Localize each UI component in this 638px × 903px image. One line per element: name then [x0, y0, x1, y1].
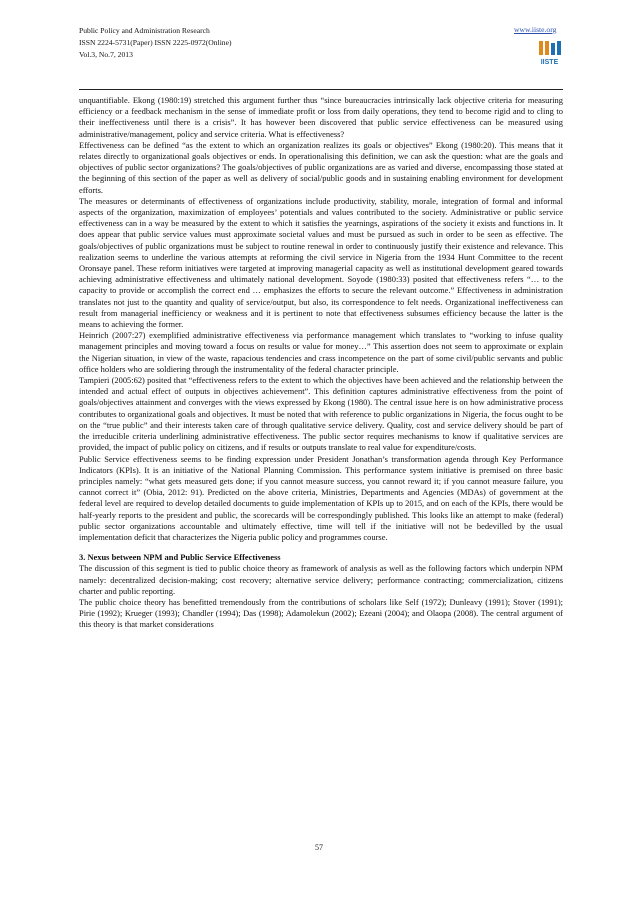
- article-body: [79, 95, 563, 631]
- journal-title: Public Policy and Administration Research: [79, 26, 210, 35]
- paragraph: Effectiveness can be defined “as the extent to which an organization realizes its goals or objectives” Ekong (1980:20). This means that it relates directly to organizational goals objectives or ends. In operationalising this definition, we can ask the question: what are the goals and objectives of public sector organizations? The goals/objectives of public organizations are as varied and diverse, encompassing those stated at the beginning of this section of the paper as well as delivery of social/public goods and in sustaining enabling environment for development efforts.: [79, 139, 563, 195]
- paragraph: Tampieri (2005:62) posited that “effectiveness refers to the extent to which the objectives have been achieved and the relationship between the intended and actual effect of outputs in objectives achievement”. This definition captures administrative effectiveness from the point of goals/objectives attainment and converges with the views expressed by Ekong (1980). The central issue here is on how administrative process contributes to organizational goals and objectives. It must be noted that with reference to public organizations in Nigeria, the focus ought to be on the “true public” and their interests taken care of through qualitative service delivery. Quality, cost and service delivery should be part of the irreducible criteria underlining administrative effectiveness. The public sector requires mechanisms to know if qualitative services are provided, the impact of public policy on citizens, and if results or outputs translate to real value for expenditure/costs.: [79, 375, 563, 453]
- journal-url-link[interactable]: www.iiste.org: [514, 25, 557, 34]
- svg-text:IISTE: IISTE: [540, 59, 559, 66]
- journal-volume: Vol.3, No.7, 2013: [79, 50, 133, 59]
- page-number: 57: [315, 843, 323, 852]
- journal-info: [79, 25, 232, 61]
- paragraph: The discussion of this segment is tied to public choice theory as framework of analysis as well as the following factors which underpin NPM namely: decentralized decision-making; cost recovery; alternative service delivery; performance contracting; commercialization, citizens charter and public reporting.: [79, 563, 563, 596]
- journal-issn: ISSN 2224-5731(Paper) ISSN 2225-0972(Online): [79, 38, 232, 47]
- header-rule: [79, 89, 563, 90]
- iiste-logo: [536, 40, 563, 67]
- paragraph: Heinrich (2007:27) exemplified administrative effectiveness via performance management which translates to “working to infuse quality management principles and moving toward a focus on results or value for money…” This assertion does not seem to approximate or explain the Nigerian situation, in view of the waste, rapacious tendencies and crass incompetence on the part of some civil/public servants and public office holders who are soldiering through the instrumentality of the federal character principle.: [79, 330, 563, 374]
- section-heading: 3. Nexus between NPM and Public Service Effectiveness: [79, 552, 281, 563]
- paragraph: Public Service effectiveness seems to be finding expression under President Jonathan’s transformation agenda through Key Performance Indicators (KPIs). It is an initiative of the National Planning Commission. This performance system initiative is premised on three basic principles namely: “what gets measured gets done; if you cannot measure success, you cannot reward it; if you cannot measure failure, you cannot correct it” (Obia, 2012: 91). Predicted on the above criteria, Ministries, Departments and Agencies (MDAs) of government at the federal level are required to develop detailed documents to guide implementation of KPIs up to 2015, and on each of the KPIs, there would be half-yearly reports to the president and public, the scorecards will be correspondingly published. This looks like an attempt to make (federal) public sector organizations accountable and ultimately effective, time will tell if the initiative will not be bedevilled by the usual implementation deficit that characterizes the Nigeria public policy and programmes course.: [79, 453, 563, 542]
- paragraph: The measures or determinants of effectiveness of organizations include productivity, stability, morale, integration of formal and informal aspects of the organization, maximization of employees’ potentials and values contributed to the society. Administrative or public service effectiveness can in a way be measured by the extent to which it satisfies the yearnings, aspirations of the society it exists and functions in. It does appear that public service values must approximate societal values and must be pursued as such in order to be seen as effective. The goals/objectives of public organizations must be subject to routine renewal in order to continuously justify their existence and relevance. This realization seems to underline the various attempts at reforming the civil service in Nigeria from the 1934 Hunt Committee to the recent Oronsaye panel. These reform initiatives were targeted at improving managerial capacity as well as institutional development geared towards achieving administrative effectiveness and ultimately national development. Soyode (1980:33) posited that effectiveness refers “… to the capacity to provide or accomplish the correct end … emphasizes the efforts to secure the relevant outcome.” Effectiveness in administration translates not just to the quantity and quality of service/output, but also, its correspondence to felt needs. Organizational ineffectiveness can result from managerial inefficiency or weakness and it is pertinent to note that effectiveness subsumes efficiency because the latter is the means to achieving the former.: [79, 195, 563, 330]
- paragraph: The public choice theory has benefitted tremendously from the contributions of scholars like Self (1972); Dunleavy (1991); Stover (1991); Pirie (1992); Krueger (1993); Chandler (1994); Das (1998); Adamolekun (2002); Ezeani (2004); and Olaopa (2008). The central argument of this theory is that market considerations: [79, 596, 563, 630]
- paragraph: unquantifiable. Ekong (1980:19) stretched this argument further thus “since bureaucracies intrinsically lack objective criteria for measuring efficiency or a feedback mechanism in the sense of immediate profit or loss from daily operations, they tend to become rigid and to cling to their ineffectiveness until there is a crisis”. It has however been discovered that public service effectiveness can be measured using administrative/management, policy and service criteria. What is effectiveness?: [79, 95, 563, 139]
